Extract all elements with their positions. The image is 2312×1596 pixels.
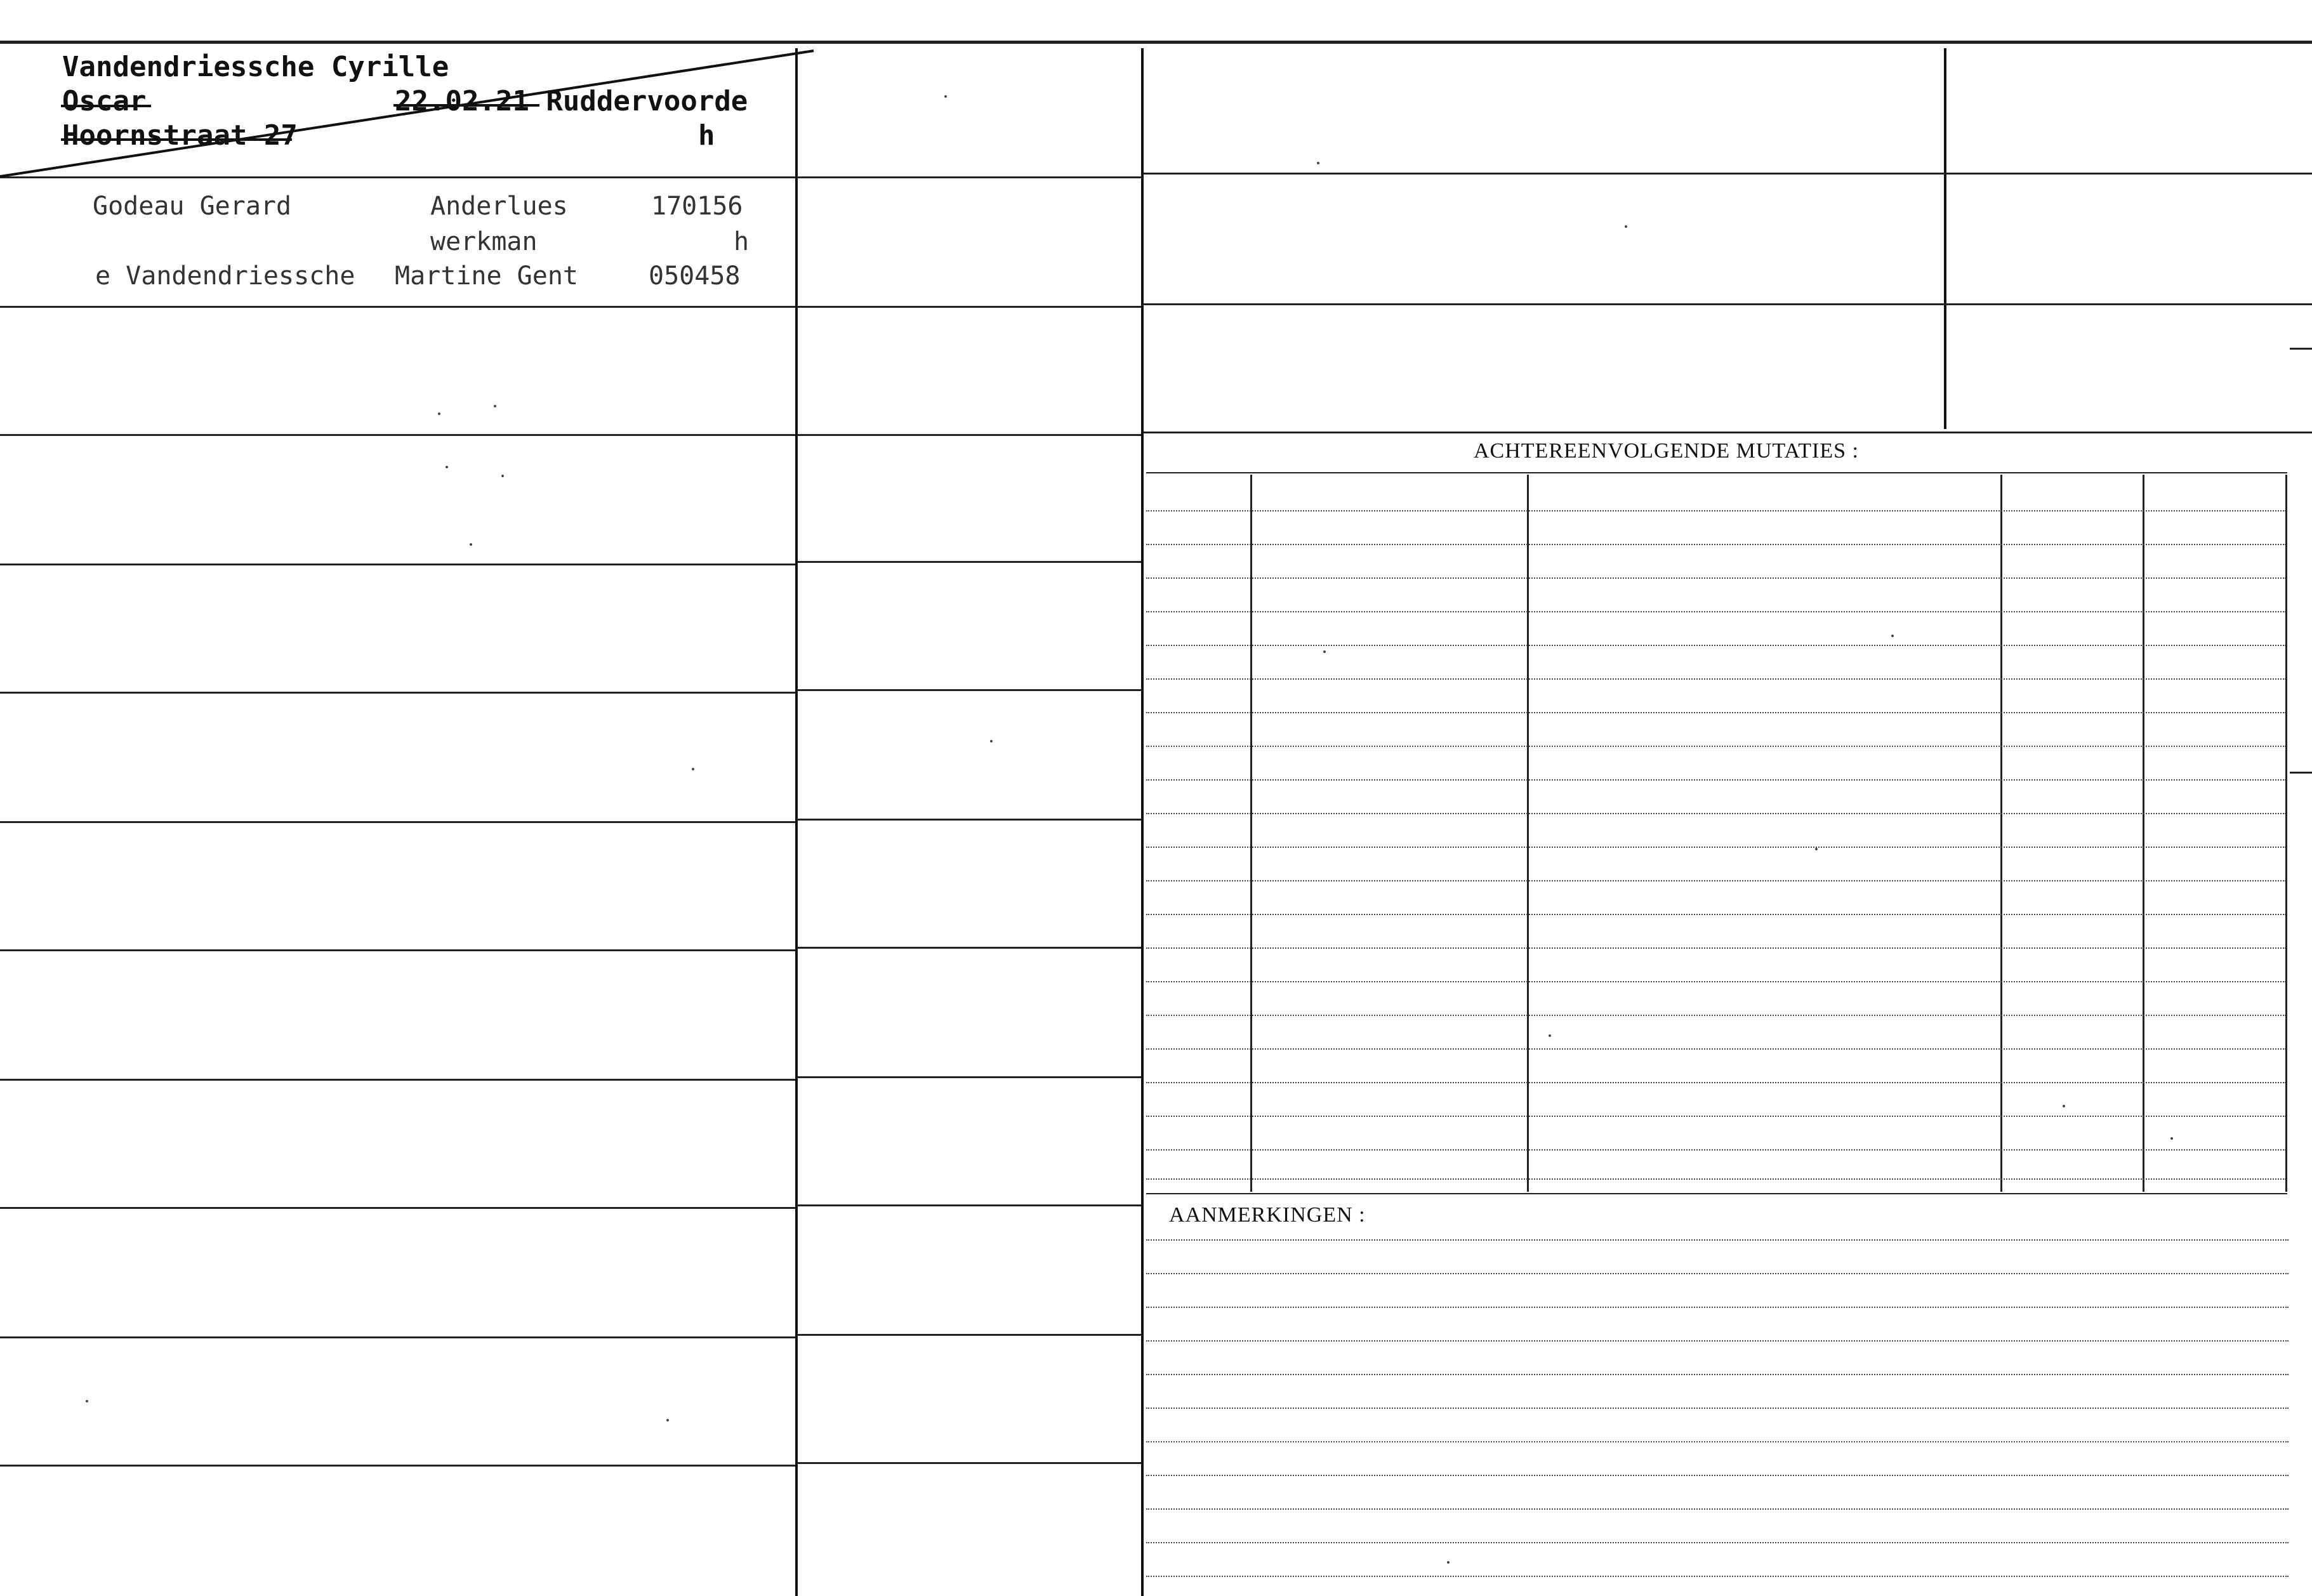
- mutations-line: [1146, 611, 2286, 612]
- mid-row-rule-10: [798, 1334, 1141, 1336]
- remarks-line: [1146, 1576, 2289, 1577]
- remarks-line: [1146, 1273, 2289, 1274]
- left-row-rule-7: [0, 949, 795, 951]
- mid-row-rule-8: [798, 1076, 1141, 1078]
- remarks-line: [1146, 1374, 2289, 1375]
- scan-speck: [1891, 635, 1894, 637]
- left-row-rule-10: [0, 1336, 795, 1338]
- left-column-divider: [795, 48, 798, 1596]
- scan-speck: [1447, 1561, 1450, 1564]
- middle-column-divider: [1141, 48, 1144, 1596]
- mutations-bottom-rule: [1146, 1193, 2287, 1194]
- mutations-line: [1146, 645, 2286, 646]
- mutations-line: [1146, 746, 2286, 747]
- remarks-title: AANMERKINGEN :: [1169, 1203, 1366, 1227]
- scan-speck: [692, 768, 694, 770]
- entry1-line3-code: h: [698, 119, 715, 152]
- left-row-rule-6: [0, 821, 795, 823]
- remarks-line: [1146, 1307, 2289, 1308]
- mutations-line: [1146, 847, 2286, 848]
- mid-row-rule-11: [798, 1462, 1141, 1464]
- mutations-line: [1146, 880, 2286, 881]
- right-subcolumn-divider: [1944, 48, 1946, 429]
- left-row-rule-5: [0, 692, 795, 694]
- remarks-line: [1146, 1542, 2289, 1543]
- mutations-line: [1146, 678, 2286, 680]
- remarks-line: [1146, 1508, 2289, 1510]
- right-row-rule-3: [1144, 432, 2312, 433]
- scan-speck: [1323, 650, 1326, 653]
- mid-row-rule-7: [798, 947, 1141, 949]
- mid-row-rule-5: [798, 689, 1141, 691]
- left-row-rule-4: [0, 564, 795, 565]
- mid-row-rule-9: [798, 1204, 1141, 1206]
- left-row-rule-11: [0, 1465, 795, 1467]
- mutations-line: [1146, 914, 2286, 915]
- scan-speck: [1815, 848, 1818, 850]
- entry2-date: 170156: [651, 192, 743, 221]
- edge-tick-1: [2290, 348, 2312, 350]
- left-row-rule-9: [0, 1207, 795, 1209]
- entry2-spouse-prefix: e Vandendriessche: [95, 261, 355, 291]
- edge-tick-2: [2290, 772, 2312, 774]
- scan-speck: [944, 95, 947, 98]
- mid-row-rule-1: [798, 176, 1141, 178]
- mutations-line: [1146, 544, 2286, 545]
- mutations-line: [1146, 1082, 2286, 1083]
- entry1-strikethrough: [0, 44, 819, 184]
- top-rule: [0, 41, 2312, 44]
- entry2-spouse-rest: Martine Gent: [395, 261, 578, 291]
- scan-speck: [666, 1419, 669, 1421]
- scan-speck: [446, 466, 448, 468]
- mutations-line: [1146, 712, 2286, 713]
- entry2-occupation: werkman: [430, 227, 538, 256]
- entry2-place: Anderlues: [430, 192, 568, 221]
- entry1-line2-name: Oscar: [62, 85, 147, 117]
- entry2-name: Godeau Gerard: [93, 192, 292, 221]
- scan-speck: [1549, 1034, 1551, 1037]
- scan-speck: [2063, 1105, 2065, 1107]
- left-row-rule-3: [0, 434, 795, 436]
- remarks-line: [1146, 1475, 2289, 1476]
- mutations-line: [1146, 1149, 2286, 1151]
- scan-speck: [1317, 162, 1319, 164]
- scan-speck: [470, 543, 472, 546]
- mutations-line: [1146, 779, 2286, 781]
- entry2-code: h: [734, 227, 750, 256]
- mutations-line: [1146, 510, 2286, 511]
- mutations-line: [1146, 813, 2286, 814]
- scan-speck: [990, 740, 993, 742]
- mid-row-rule-4: [798, 561, 1141, 563]
- scan-speck: [86, 1400, 88, 1402]
- mutations-line: [1146, 1116, 2286, 1117]
- mutations-line: [1146, 947, 2286, 949]
- mutations-header-rule: [1146, 472, 2287, 473]
- scan-speck: [501, 475, 504, 477]
- mutations-col-3: [2000, 475, 2002, 1192]
- remarks-line: [1146, 1340, 2289, 1342]
- remarks-line: [1146, 1441, 2289, 1442]
- mutations-col-5: [2285, 475, 2287, 1192]
- entry1-line2-birth: 22.02.21 Ruddervoorde: [395, 85, 748, 117]
- mutations-line: [1146, 1178, 2286, 1180]
- remarks-line: [1146, 1408, 2289, 1409]
- entry1-line1: Vandendriessche Cyrille: [62, 51, 449, 83]
- mutations-line: [1146, 577, 2286, 579]
- mutations-col-2: [1527, 475, 1529, 1192]
- scan-speck: [494, 405, 496, 407]
- mutations-line: [1146, 1015, 2286, 1016]
- entry1-line3-address: Hoornstraat 27: [62, 119, 298, 152]
- left-row-rule-2: [0, 306, 795, 308]
- mutations-line: [1146, 981, 2286, 982]
- mid-row-rule-3: [798, 434, 1141, 436]
- left-row-rule-8: [0, 1079, 795, 1081]
- mutations-col-4: [2143, 475, 2144, 1192]
- remarks-line: [1146, 1239, 2289, 1241]
- right-row-rule-1: [1144, 173, 2312, 175]
- scan-speck: [438, 412, 440, 415]
- scan-speck: [1625, 225, 1627, 228]
- mid-row-rule-6: [798, 819, 1141, 821]
- mutations-col-1: [1250, 475, 1252, 1192]
- mutations-title: ACHTEREENVOLGENDE MUTATIES :: [1474, 439, 1859, 463]
- scan-speck: [2170, 1137, 2173, 1140]
- mutations-line: [1146, 1048, 2286, 1050]
- entry2-spouse-date: 050458: [649, 261, 741, 291]
- right-row-rule-2: [1144, 303, 2312, 305]
- mid-row-rule-2: [798, 306, 1141, 308]
